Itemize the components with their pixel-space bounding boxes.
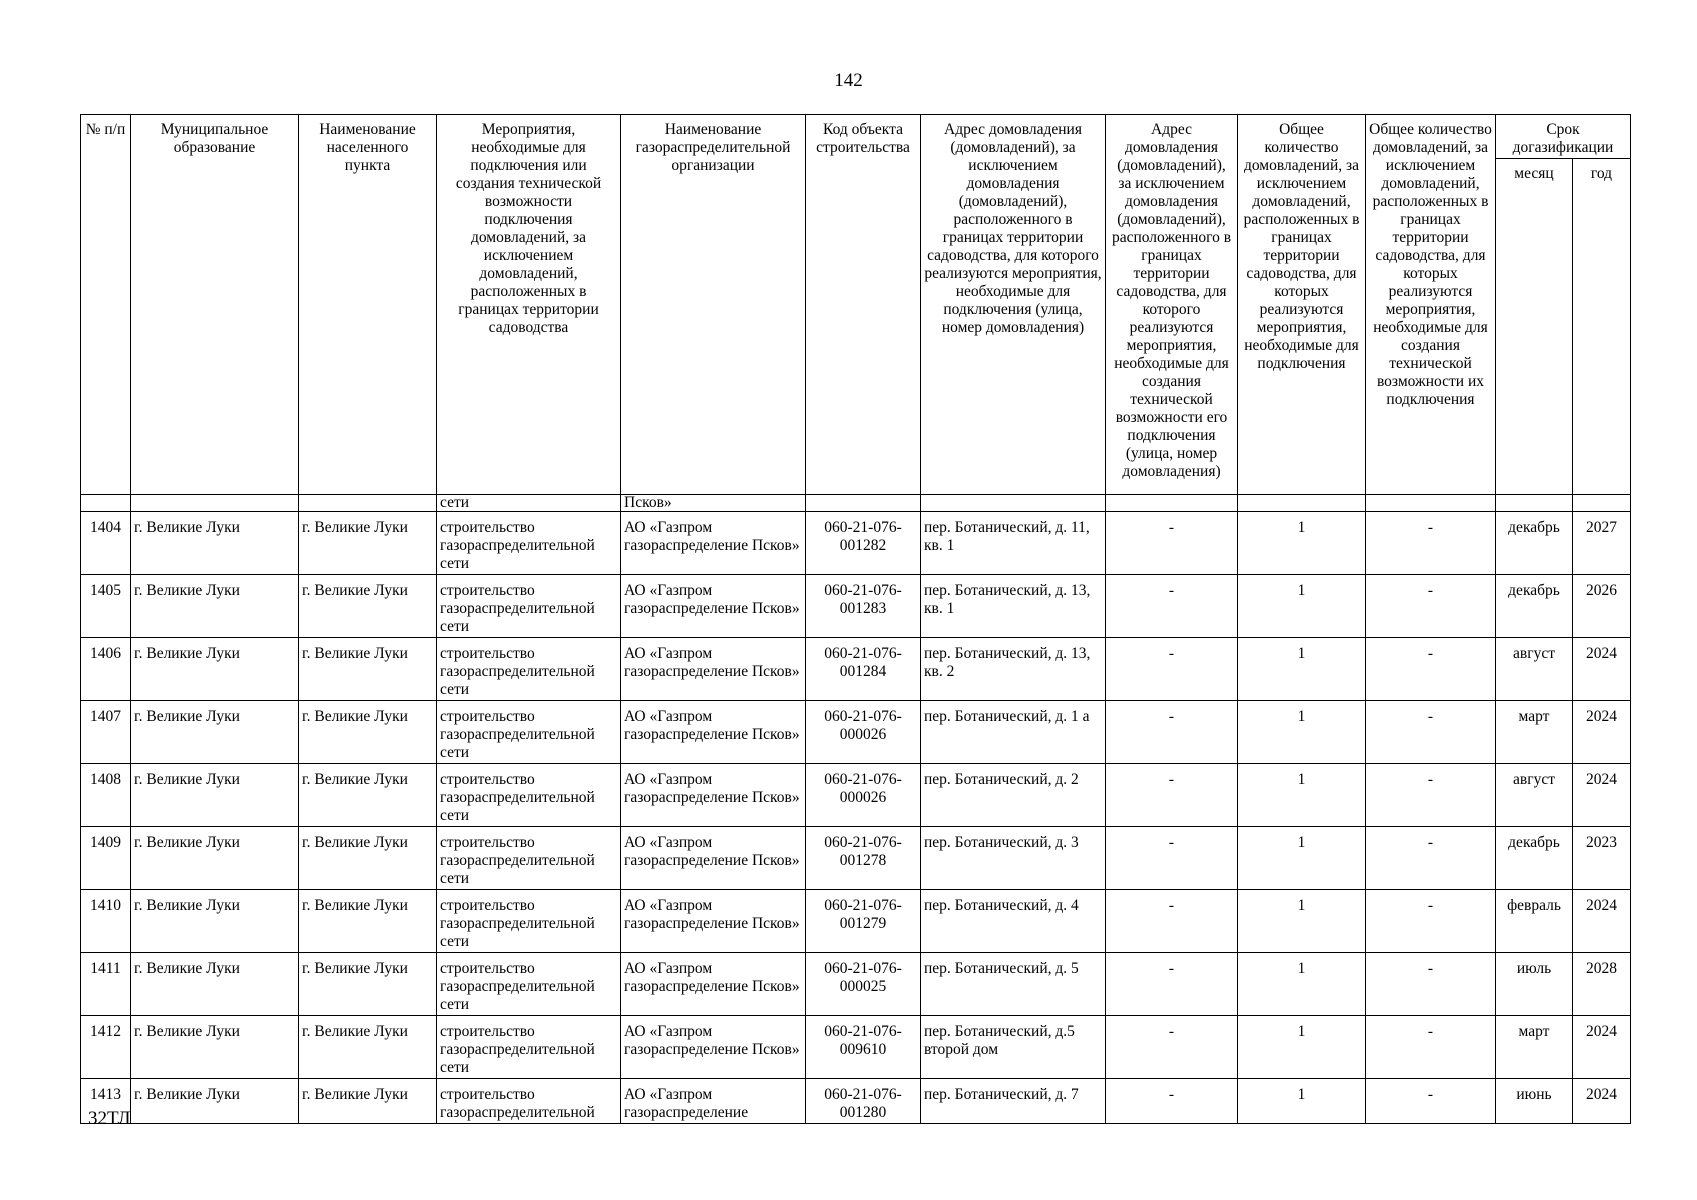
cell-object-code: 060-21-076-001280	[806, 1079, 921, 1124]
cell-total-connect: 1	[1238, 1016, 1366, 1079]
cell-total-connect: 1	[1238, 575, 1366, 638]
table-row	[81, 512, 1631, 575]
header-address: Адрес домовладения (домовладений), за исключением домовладения (домовладений), расположенного в границах территории садоводства, для которого реализуются мероприятия, необходимые для подключения (улица, номер домовладения)	[921, 115, 1106, 495]
cell-num: 1404	[81, 512, 131, 575]
cell-measures: строительство газораспределительной сети	[437, 953, 621, 1016]
cell-total-connect: 1	[1238, 827, 1366, 890]
cell-month: август	[1496, 764, 1573, 827]
cell-month: декабрь	[1496, 575, 1573, 638]
cell-gas-org: АО «Газпром газораспределение Псков»	[621, 512, 806, 575]
cell-municipality: г. Великие Луки	[131, 512, 299, 575]
cell-settlement: г. Великие Луки	[299, 512, 437, 575]
cell-total-tech: -	[1366, 1079, 1496, 1124]
cell-num: 1410	[81, 890, 131, 953]
cell-gas-org: АО «Газпром газораспределение Псков»	[621, 827, 806, 890]
cell-address-tech: -	[1106, 827, 1238, 890]
cell-address: пер. Ботанический, д. 3	[921, 827, 1106, 890]
cell-gas-org: АО «Газпром газораспределение Псков»	[621, 890, 806, 953]
cell-year: 2027	[1573, 512, 1631, 575]
cell-object-code: 060-21-076-001278	[806, 827, 921, 890]
cell-object-code: 060-21-076-001282	[806, 512, 921, 575]
header-municipality: Муниципальное образование	[131, 115, 299, 495]
cell-month: март	[1496, 1016, 1573, 1079]
cell-total-connect: 1	[1238, 953, 1366, 1016]
cell-year: 2024	[1573, 890, 1631, 953]
cell-month: март	[1496, 701, 1573, 764]
cell-num: 1409	[81, 827, 131, 890]
header-address-tech: Адрес домовладения (домовладений), за исключением домовладения (домовладений), расположенного в границах территории садоводства, для которого реализуются мероприятия, необходимые для создания технической возможности его подключения (улица, номер домовладения)	[1106, 115, 1238, 495]
cell-municipality: г. Великие Луки	[131, 827, 299, 890]
cell-gas-org: АО «Газпром газораспределение Псков»	[621, 701, 806, 764]
cell-total-tech: -	[1366, 575, 1496, 638]
cell-object-code: 060-21-076-000026	[806, 764, 921, 827]
cell-settlement: г. Великие Луки	[299, 890, 437, 953]
header-year: год	[1573, 159, 1631, 495]
cell-gas-org: АО «Газпром газораспределение Псков»	[621, 638, 806, 701]
cell-address: пер. Ботанический, д. 7	[921, 1079, 1106, 1124]
cell-total-tech: -	[1366, 701, 1496, 764]
cell-total-tech: -	[1366, 953, 1496, 1016]
table-row	[81, 1079, 1631, 1124]
cell-municipality: г. Великие Луки	[131, 890, 299, 953]
cell-object-code: 060-21-076-000026	[806, 701, 921, 764]
cell-address-tech: -	[1106, 638, 1238, 701]
table-row	[81, 638, 1631, 701]
cell-num: 1408	[81, 764, 131, 827]
cell-num: 1413	[81, 1079, 131, 1124]
table-row	[81, 953, 1631, 1016]
cell-measures: строительство газораспределительной сети	[437, 1016, 621, 1079]
cell-address-tech: -	[1106, 1016, 1238, 1079]
cell-municipality: г. Великие Луки	[131, 701, 299, 764]
cell-municipality: г. Великие Луки	[131, 764, 299, 827]
table-row	[81, 575, 1631, 638]
cell-total-connect: 1	[1238, 638, 1366, 701]
table-row	[81, 827, 1631, 890]
cell-measures: строительство газораспределительной сети	[437, 827, 621, 890]
cell-measures: строительство газораспределительной сети	[437, 575, 621, 638]
header-total-tech: Общее количество домовладений, за исключением домовладений, расположенных в границах территории садоводства, для которых реализуются мероприятия, необходимые для создания технической возможности их подключения	[1366, 115, 1496, 495]
footer-code: 32ТЛ	[88, 1108, 131, 1129]
cell-address-tech: -	[1106, 764, 1238, 827]
cell-address-tech: -	[1106, 890, 1238, 953]
cell-municipality: г. Великие Луки	[131, 638, 299, 701]
cell-address: пер. Ботанический, д. 5	[921, 953, 1106, 1016]
header-gas-org: Наименование газораспределительной организации	[621, 115, 806, 495]
cell-settlement: г. Великие Луки	[299, 1016, 437, 1079]
cell-month: август	[1496, 638, 1573, 701]
cell-total-connect: 1	[1238, 512, 1366, 575]
cell-measures: строительство газораспределительной сети	[437, 638, 621, 701]
cell-gas-org: АО «Газпром газораспределение Псков»	[621, 1016, 806, 1079]
table-row	[81, 1016, 1631, 1079]
cell-year: 2024	[1573, 638, 1631, 701]
cell-address: пер. Ботанический, д. 2	[921, 764, 1106, 827]
cell-address-tech: -	[1106, 575, 1238, 638]
cell-total-tech: -	[1366, 764, 1496, 827]
cell-object-code: 060-21-076-001283	[806, 575, 921, 638]
table-row	[81, 890, 1631, 953]
cell-settlement: г. Великие Луки	[299, 1079, 437, 1124]
header-deadline: Срок догазификации	[1496, 115, 1631, 159]
cell-address: пер. Ботанический, д. 13, кв. 2	[921, 638, 1106, 701]
cell-address: пер. Ботанический, д.5 второй дом	[921, 1016, 1106, 1079]
cell-total-tech: -	[1366, 638, 1496, 701]
cell-address-tech: -	[1106, 953, 1238, 1016]
cell-month: декабрь	[1496, 827, 1573, 890]
cell-gas-org: АО «Газпром газораспределение	[621, 1079, 806, 1124]
cell-num: 1412	[81, 1016, 131, 1079]
cell-settlement: г. Великие Луки	[299, 701, 437, 764]
cell-month: декабрь	[1496, 512, 1573, 575]
cell-num: 1405	[81, 575, 131, 638]
cell-address-tech: -	[1106, 512, 1238, 575]
cell-total-tech: -	[1366, 890, 1496, 953]
page-number: 142	[834, 70, 863, 91]
cell-year: 2028	[1573, 953, 1631, 1016]
cell-settlement: г. Великие Луки	[299, 827, 437, 890]
cell-month: июнь	[1496, 1079, 1573, 1124]
cell-object-code: 060-21-076-001279	[806, 890, 921, 953]
cell-settlement: г. Великие Луки	[299, 953, 437, 1016]
cell-year: 2024	[1573, 701, 1631, 764]
cell-measures: строительство газораспределительной сети	[437, 701, 621, 764]
cell-measures: строительство газораспределительной сети	[437, 890, 621, 953]
cell-object-code: 060-21-076-009610	[806, 1016, 921, 1079]
header-month: месяц	[1496, 159, 1573, 495]
table-row	[81, 701, 1631, 764]
continuation-row	[81, 495, 1631, 512]
cell-municipality: г. Великие Луки	[131, 1016, 299, 1079]
cell-num: 1407	[81, 701, 131, 764]
cell-year: 2024	[1573, 764, 1631, 827]
cell-settlement: г. Великие Луки	[299, 764, 437, 827]
cell-total-tech: -	[1366, 1016, 1496, 1079]
cell-gas-org: АО «Газпром газораспределение Псков»	[621, 764, 806, 827]
cell-address: пер. Ботанический, д. 4	[921, 890, 1106, 953]
cell-address-tech: -	[1106, 701, 1238, 764]
cell-total-connect: 1	[1238, 764, 1366, 827]
cell-total-connect: 1	[1238, 701, 1366, 764]
cell-year: 2026	[1573, 575, 1631, 638]
cell-total-tech: -	[1366, 827, 1496, 890]
cell-month: февраль	[1496, 890, 1573, 953]
cell-municipality: г. Великие Луки	[131, 953, 299, 1016]
header-object-code: Код объекта строительства	[806, 115, 921, 495]
header-settlement: Наименование населенного пункта	[299, 115, 437, 495]
cell-total-tech: -	[1366, 512, 1496, 575]
header-total-connect: Общее количество домовладений, за исключением домовладений, расположенных в границах территории садоводства, для которых реализуются мероприятия, необходимые для подключения	[1238, 115, 1366, 495]
cell-num: 1411	[81, 953, 131, 1016]
cell-total-connect: 1	[1238, 890, 1366, 953]
cell-measures: строительство газораспределительной сети	[437, 764, 621, 827]
header-measures: Мероприятия, необходимые для подключения или создания технической возможности подключения домовладений, за исключением домовладений, расположенных в границах территории садоводства	[437, 115, 621, 495]
cell-num: 1406	[81, 638, 131, 701]
cell-gas-org: АО «Газпром газораспределение Псков»	[621, 575, 806, 638]
cell-object-code: 060-21-076-001284	[806, 638, 921, 701]
header-num: № п/п	[81, 115, 131, 495]
cell-address: пер. Ботанический, д. 13, кв. 1	[921, 575, 1106, 638]
cell-address: пер. Ботанический, д. 11, кв. 1	[921, 512, 1106, 575]
cell-municipality: г. Великие Луки	[131, 1079, 299, 1124]
cell-year: 2024	[1573, 1016, 1631, 1079]
cell-month: июль	[1496, 953, 1573, 1016]
cell-object-code: 060-21-076-000025	[806, 953, 921, 1016]
cell-gas-org: АО «Газпром газораспределение Псков»	[621, 953, 806, 1016]
cell-settlement: г. Великие Луки	[299, 575, 437, 638]
continuation-gas-org: Псков»	[621, 495, 806, 512]
cell-municipality: г. Великие Луки	[131, 575, 299, 638]
cell-measures: строительство газораспределительной	[437, 1079, 621, 1124]
cell-settlement: г. Великие Луки	[299, 638, 437, 701]
table-row	[81, 764, 1631, 827]
cell-year: 2023	[1573, 827, 1631, 890]
cell-address: пер. Ботанический, д. 1 а	[921, 701, 1106, 764]
cell-total-connect: 1	[1238, 1079, 1366, 1124]
continuation-measures: сети	[437, 495, 621, 512]
gasification-table	[80, 114, 1631, 1124]
cell-year: 2024	[1573, 1079, 1631, 1124]
cell-address-tech: -	[1106, 1079, 1238, 1124]
cell-measures: строительство газораспределительной сети	[437, 512, 621, 575]
